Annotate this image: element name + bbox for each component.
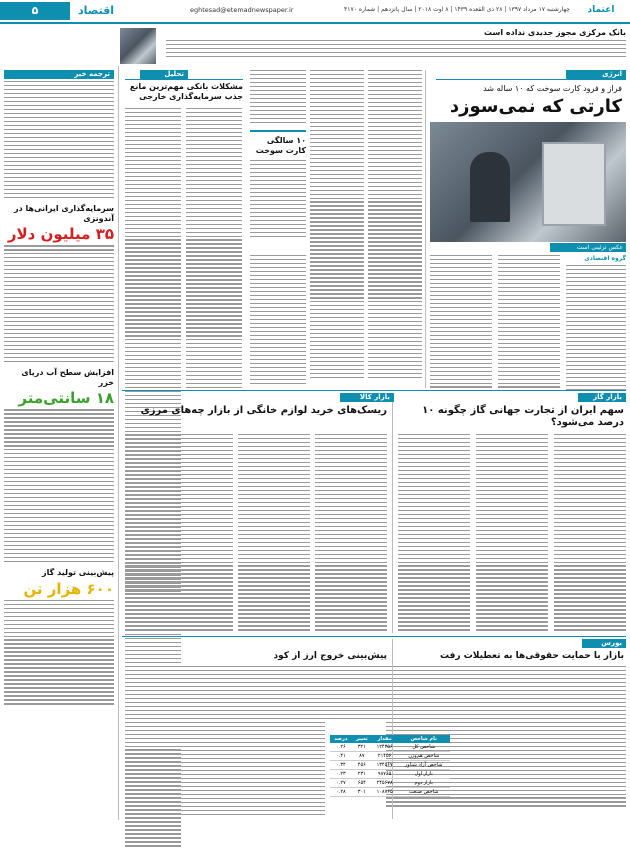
table-header-cell: تغییر <box>352 735 372 743</box>
quote-text <box>250 160 306 240</box>
table-header-cell: درصد <box>330 735 352 743</box>
left-news-lines <box>4 81 114 198</box>
page-number: ۵ <box>0 2 70 20</box>
table-cell: ۳۰۱ <box>352 788 372 797</box>
row-divider-2 <box>122 636 626 637</box>
table-cell: شاخص صنعت <box>397 788 450 797</box>
top-banner-story <box>120 28 630 64</box>
lead-band: انرژی <box>566 70 626 79</box>
table-cell: ۰.۲۳ <box>330 770 352 779</box>
fuel-pump <box>542 142 606 226</box>
story2-col2 <box>476 434 548 633</box>
story1-headline: ریسک‌های خرید لوازم خانگی از بازار چه‌های مرزی <box>140 405 387 416</box>
table-cell: ۰.۴۱ <box>330 752 352 761</box>
table-row <box>330 761 450 770</box>
table-cell: ۸۷ <box>352 752 372 761</box>
table-cell: ۱۳۴۵۶۷ <box>372 761 397 770</box>
lead-author: گروه اقتصادی <box>584 255 626 262</box>
table-header-cell: مقدار <box>372 735 397 743</box>
issue-line: چهارشنبه ۱۷ مرداد ۱۳۹۷ | ۲۸ ذی القعده ۱۴۳۹ | ۸ اوت ۲۰۱۸ | سال پانزدهم | شماره ۴۱۷۰ <box>344 6 570 13</box>
table-cell: ۹۸۷۶۵ <box>372 770 397 779</box>
story1-col2 <box>238 434 310 633</box>
divider-2 <box>392 393 393 633</box>
left-text-2 <box>4 409 114 562</box>
section-name: اقتصاد <box>78 4 115 17</box>
side-rule <box>125 79 243 80</box>
left-figure-1: ۳۵ میلیون دلار <box>7 225 114 244</box>
left-title-3: پیش‌بینی تولید گاز <box>42 568 114 578</box>
table-cell: ۴۵۶ <box>352 761 372 770</box>
table-cell: ۲۳۱ <box>352 770 372 779</box>
table-cell: ۲۴۵۶۷۸ <box>372 779 397 788</box>
divider-1 <box>425 70 426 388</box>
story2-col1 <box>554 434 626 633</box>
banner-text <box>166 40 626 60</box>
lead-headline: کارتی که نمی‌سوزد <box>449 96 622 117</box>
lead-text-col7 <box>250 255 306 386</box>
quote-title: ۱۰ سالگی کارت سوخت <box>255 136 306 155</box>
table-row <box>330 752 450 761</box>
table-cell: شاخص آزاد شناور <box>397 761 450 770</box>
table-cell: ۲۱۴۵۶ <box>372 752 397 761</box>
table-row <box>330 779 450 788</box>
story3-band: بورس <box>582 639 626 648</box>
lead-photo <box>430 122 626 242</box>
banner-photo <box>120 28 156 64</box>
story1-band: بازار کالا <box>340 393 394 402</box>
lead-text-col1 <box>566 265 626 393</box>
table-row <box>330 743 450 752</box>
story2-headline: سهم ایران از تجارت جهانی گاز چگونه ۱۰ درصد می‌شود؟ <box>422 405 624 428</box>
story2-band: بازار گاز <box>578 393 626 402</box>
market-table <box>330 735 450 797</box>
left-figure-2: ۱۸ سانتی‌متر <box>18 389 114 408</box>
row-divider-1 <box>122 390 626 391</box>
quote-box <box>250 130 306 252</box>
story4-headline: پیش‌بینی خروج ارز از کود <box>273 651 387 661</box>
side-band: تحلیل <box>140 70 188 79</box>
story4-text-bottom <box>125 722 325 818</box>
person-silhouette <box>470 152 510 222</box>
website-address[interactable]: eghtesad@etemadnewspaper.ir <box>190 6 294 14</box>
lead-text-col2 <box>498 255 560 390</box>
newspaper-logo: اعتماد <box>587 5 615 15</box>
table-cell: ۰.۲۷ <box>330 779 352 788</box>
table-cell: شاخص کل <box>397 743 450 752</box>
left-title-2: افزایش سطح آب دریای خزر <box>21 368 114 387</box>
story1-col3 <box>125 434 233 633</box>
story4-text <box>125 666 387 722</box>
side-headline: مشکلات بانکی مهم‌ترین مانع جذب سرمایه‌گذاری خارجی <box>129 82 243 101</box>
lead-text-col4 <box>368 70 422 381</box>
table-row <box>330 788 450 797</box>
banner-title: بانک مرکزی مجوز جدیدی نداده است <box>484 28 626 37</box>
table-cell: بازار اول <box>397 770 450 779</box>
table-cell: ۰.۲۸ <box>330 788 352 797</box>
lead-photo-caption: عکس تزئینی است <box>550 243 626 252</box>
story3-headline: بازار با حمایت حقوقی‌ها به تعطیلات رفت <box>439 651 624 661</box>
story2-col3 <box>398 434 470 633</box>
table-header-cell: نام شاخص <box>397 735 450 743</box>
left-title-1: سرمایه‌گذاری ایرانی‌ها در آندونزی <box>13 203 114 223</box>
index-table <box>330 735 450 797</box>
lead-text-col5 <box>310 70 364 381</box>
table-cell: بازار دوم <box>397 779 450 788</box>
lead-rule <box>436 79 626 80</box>
left-figure-3: ۶۰۰ هزار تن <box>23 579 114 598</box>
left-text-3 <box>4 600 114 705</box>
table-cell: ۱۲۴۳۵۶ <box>372 743 397 752</box>
lead-text-col3 <box>430 255 492 390</box>
left-column <box>0 66 119 820</box>
left-band: ترجمه خبر <box>4 70 114 79</box>
table-cell: ۳۲۱ <box>352 743 372 752</box>
left-text-1 <box>4 245 114 362</box>
story1-col1 <box>315 434 387 633</box>
table-row <box>330 770 450 779</box>
side-text-col1 <box>186 108 242 391</box>
lead-text-col6 <box>250 70 306 126</box>
table-cell: ۱۰۸۷۶۵ <box>372 788 397 797</box>
lead-kicker: فراز و فرود کارت سوخت که ۱۰ ساله شد <box>483 84 622 93</box>
table-cell: ۰.۳۴ <box>330 761 352 770</box>
table-cell: ۰.۲۶ <box>330 743 352 752</box>
table-cell: ۶۵۴ <box>352 779 372 788</box>
table-cell: شاخص هم‌وزن <box>397 752 450 761</box>
